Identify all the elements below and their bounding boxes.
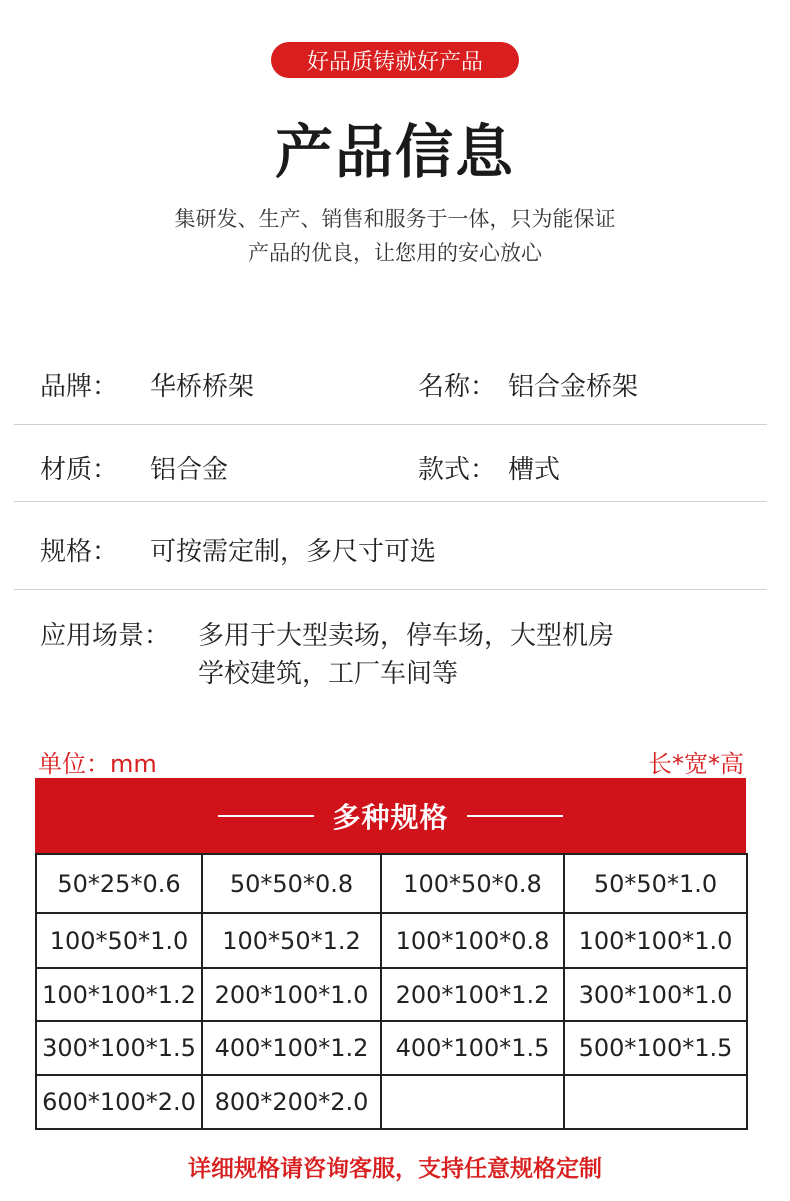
tagline-text: 好品质铸就好产品 (306, 49, 483, 75)
divider (14, 589, 767, 590)
scene-label: 应用场景： (40, 621, 171, 651)
unit-label: 单位：mm (38, 750, 157, 778)
table-cell: 100*100*1.2 (36, 968, 202, 1021)
scene-value-line-2: 学校建筑，工厂车间等 (198, 659, 459, 689)
table-cell: 300*100*1.0 (564, 968, 747, 1021)
spec-value: 可按需定制，多尺寸可选 (150, 537, 437, 567)
spec-table-banner (35, 778, 746, 854)
table-cell: 100*100*0.8 (381, 913, 564, 968)
divider (14, 501, 767, 502)
page-title: 产品信息 (274, 118, 515, 186)
table-cell: 800*200*2.0 (202, 1075, 381, 1129)
table-cell: 50*50*1.0 (564, 854, 747, 913)
material-label: 材质： (40, 455, 119, 485)
table-row (36, 1021, 747, 1075)
style-value: 槽式 (508, 455, 561, 485)
table-cell: 50*50*0.8 (202, 854, 381, 913)
name-label: 名称： (418, 372, 497, 402)
brand-label: 品牌： (40, 372, 119, 402)
footer-note: 详细规格请咨询客服，支持任意规格定制 (188, 1156, 602, 1182)
table-cell: 400*100*1.5 (381, 1021, 564, 1075)
table-row (36, 854, 747, 913)
table-cell: 100*50*0.8 (381, 854, 564, 913)
subtitle-line-1: 集研发、生产、销售和服务于一体，只为能保证 (174, 207, 616, 231)
material-value: 铝合金 (150, 455, 229, 485)
dimension-order-label: 长*宽*高 (648, 750, 744, 778)
table-cell: 100*50*1.0 (36, 913, 202, 968)
table-cell: 100*100*1.0 (564, 913, 747, 968)
table-cell: 300*100*1.5 (36, 1021, 202, 1075)
table-row (36, 968, 747, 1021)
table-cell: 400*100*1.2 (202, 1021, 381, 1075)
table-cell: 200*100*1.0 (202, 968, 381, 1021)
scene-value-line-1: 多用于大型卖场，停车场，大型机房 (198, 621, 615, 651)
banner-line-right (467, 815, 563, 817)
divider (14, 424, 767, 425)
table-cell-empty (381, 1075, 564, 1129)
table-cell: 200*100*1.2 (381, 968, 564, 1021)
spec-table (35, 853, 748, 1130)
subtitle-line-2: 产品的优良，让您用的安心放心 (248, 241, 542, 265)
table-cell: 100*50*1.2 (202, 913, 381, 968)
table-row (36, 913, 747, 968)
table-cell: 600*100*2.0 (36, 1075, 202, 1129)
name-value: 铝合金桥架 (508, 372, 639, 402)
table-row (36, 1075, 747, 1129)
tagline-badge (271, 42, 519, 78)
table-cell: 500*100*1.5 (564, 1021, 747, 1075)
banner-title: 多种规格 (332, 801, 449, 834)
banner-line-left (218, 815, 314, 817)
spec-label: 规格： (40, 537, 119, 567)
brand-value: 华桥桥架 (150, 372, 255, 402)
table-cell-empty (564, 1075, 747, 1129)
style-label: 款式： (418, 455, 497, 485)
table-cell: 50*25*0.6 (36, 854, 202, 913)
